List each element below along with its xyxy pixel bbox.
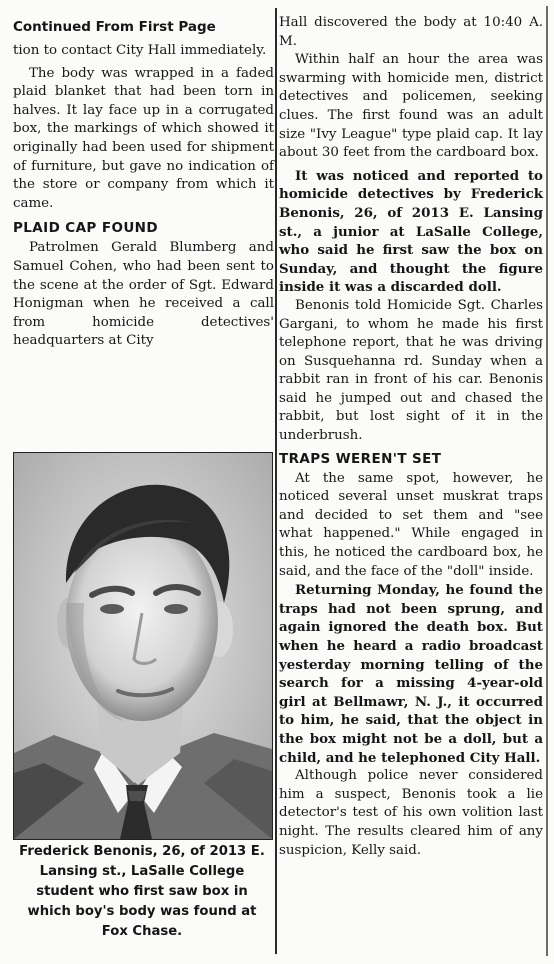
column-divider [275,8,277,954]
right-paragraph-7: Although police never considered him a suspect, Benonis took a lie detector's test of his own volition last night. The results cleared him of any suspicion, Kelly said. [279,768,543,858]
subhead-traps-werent-set: TRAPS WEREN'T SET [279,450,442,467]
portrait-photo [13,452,273,840]
left-paragraph-3: Patrolmen Gerald Blumberg and Samuel Cohen, who had been sent to the scene at the order of Sgt. Edward Honigman when he received a call from homicide detectives' headquarters at City [13,240,274,349]
right-paragraph-1: Hall discovered the body at 10:40 A. M. [279,15,543,49]
portrait-photo-image [14,453,272,839]
right-paragraph-3: It was noticed and reported to homicide detectives by Frederick Benonis, 26, of 2013 E. Lansing st., a junior at LaSalle College, who said he first saw the box on Sunday, and thought the figure inside it was a discarded doll. [279,167,543,296]
right-paragraph-6: Returning Monday, he found the traps had not been sprung, and again ignored the death box. But when he heard a radio broadcast yesterday morning telling of the search for a missing 4-year-old girl at Bellmawr, N. J., it occurred to him, he said, that the object in the box might not be a doll, but a child, and he telephoned City Hall. [279,582,543,766]
left-paragraph-1: tion to contact City Hall immediately. [13,43,267,58]
left-column [13,14,274,351]
right-edge-rule [546,6,548,956]
subhead-plaid-cap-found: PLAID CAP FOUND [13,220,158,237]
left-paragraph-2: The body was wrapped in a faded plaid blanket that had been torn in halves. It lay face up in a corrugated box, the markings of which showed it originally had been used for shipment of furniture, but gave no indication of the store or company from which it came. [13,65,274,211]
right-paragraph-4: Benonis told Homicide Sgt. Charles Gargani, to whom he made his first telephone report, that he was driving on Susquehanna rd. Sunday when a rabbit ran in front of his car. Benonis said he jumped out and chased the rabbit, but lost sight of it in the underbrush. [279,297,543,444]
right-paragraph-2: Within half an hour the area was swarming with homicide men, district detectives and policemen, seeking clues. The first found was an adult size "Ivy League" type plaid cap. It lay about 30 feet from the cardboard box. [279,52,543,161]
continued-header: Continued From First Page [13,19,216,35]
photo-caption: Frederick Benonis, 26, of 2013 E. Lansing st., LaSalle College student who first saw box in which boy's body was found at Fox Chase. [19,844,265,939]
right-paragraph-5: At the same spot, however, he noticed several unset muskrat traps and decided to set them and "see what happened." While engaged in this, he noticed the cardboard box, he said, and the face of the "doll" inside. [279,470,543,579]
right-column [279,14,543,860]
